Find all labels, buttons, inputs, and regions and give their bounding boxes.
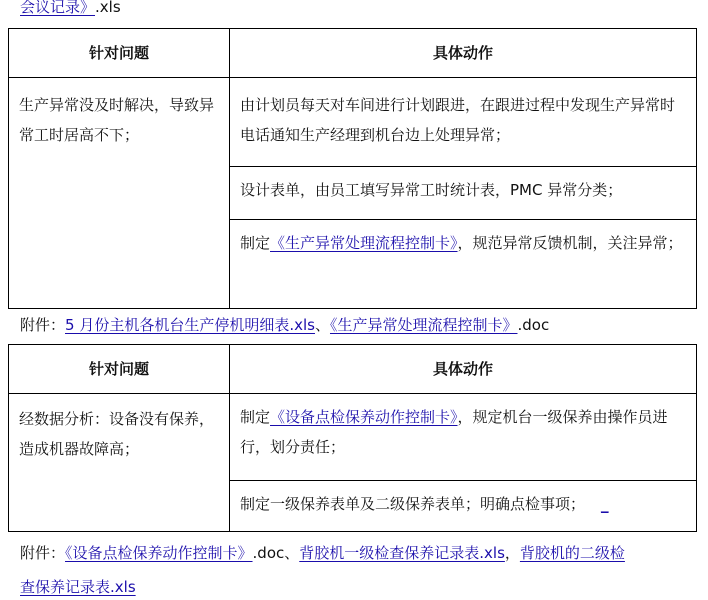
- attachment-line-1: [20, 314, 549, 335]
- action-text: ，规定机台一级保养由操作员进行，划分责任；: [240, 408, 668, 456]
- file-ext: .xls: [95, 0, 121, 16]
- action-text: 制定: [240, 408, 271, 426]
- header-problem: 针对问题: [9, 29, 230, 78]
- trailing-link-mark[interactable]: _: [601, 495, 609, 513]
- attachment-line-2-cont: [20, 576, 136, 597]
- attachment-label: 附件：: [20, 544, 66, 562]
- table-row: [9, 78, 697, 167]
- file-ext: .doc、: [252, 544, 300, 562]
- problem-text: 生产异常没及时解决，导致异常工时居高不下；: [19, 96, 215, 144]
- level2-record-link[interactable]: 背胶机的二级检: [519, 544, 625, 562]
- top-attachment-line: [20, 0, 121, 17]
- action-cell: [230, 394, 697, 481]
- attachment-label: 附件：: [20, 316, 66, 334]
- problem-text: 经数据分析：设备没有保养，造成机器故障高；: [19, 410, 215, 458]
- header-action: 具体动作: [230, 29, 697, 78]
- action-text: 制定: [240, 234, 271, 252]
- table-header-row: [9, 345, 697, 394]
- separator: 、: [314, 316, 330, 334]
- table-header-row: [9, 29, 697, 78]
- header-problem: 针对问题: [9, 345, 230, 394]
- issue-action-table-1: [8, 28, 697, 309]
- action-text: 设计表单，由员工填写异常工时统计表，PMC 异常分类；: [240, 181, 623, 199]
- level2-record-link-cont[interactable]: 查保养记录表.xls: [20, 578, 136, 596]
- separator: ，: [504, 544, 520, 562]
- action-text: 制定一级保养表单及二级保养表单；明确点检事项；: [240, 495, 586, 513]
- equipment-maintenance-card-link[interactable]: 《设备点检保养动作控制卡》: [270, 408, 458, 426]
- header-action: 具体动作: [230, 345, 697, 394]
- file-ext: .doc: [517, 316, 550, 334]
- problem-cell: [9, 78, 230, 309]
- action-cell: [230, 78, 697, 167]
- action-cell: [230, 220, 697, 309]
- exception-card-link[interactable]: 《生产异常处理流程控制卡》: [329, 316, 518, 334]
- action-cell: [230, 167, 697, 220]
- issue-action-table-2: [8, 344, 697, 532]
- attachment-line-2: [20, 542, 625, 563]
- maintenance-card-link[interactable]: 《设备点检保养动作控制卡》: [65, 544, 253, 562]
- production-exception-card-link[interactable]: 《生产异常处理流程控制卡》: [270, 234, 458, 252]
- action-text: ，规范异常反馈机制，关注异常；: [457, 234, 683, 252]
- action-cell: [230, 481, 697, 532]
- level1-record-link[interactable]: 背胶机一级检查保养记录表.xls: [299, 544, 505, 562]
- problem-cell: [9, 394, 230, 532]
- downtime-detail-link[interactable]: 5 月份主机各机台生产停机明细表.xls: [65, 316, 315, 334]
- action-text: 由计划员每天对车间进行计划跟进，在跟进过程中发现生产异常时电话通知生产经理到机台边上处理异常；: [240, 96, 676, 144]
- meeting-record-link[interactable]: 会议记录》: [20, 0, 96, 16]
- table-row: [9, 394, 697, 481]
